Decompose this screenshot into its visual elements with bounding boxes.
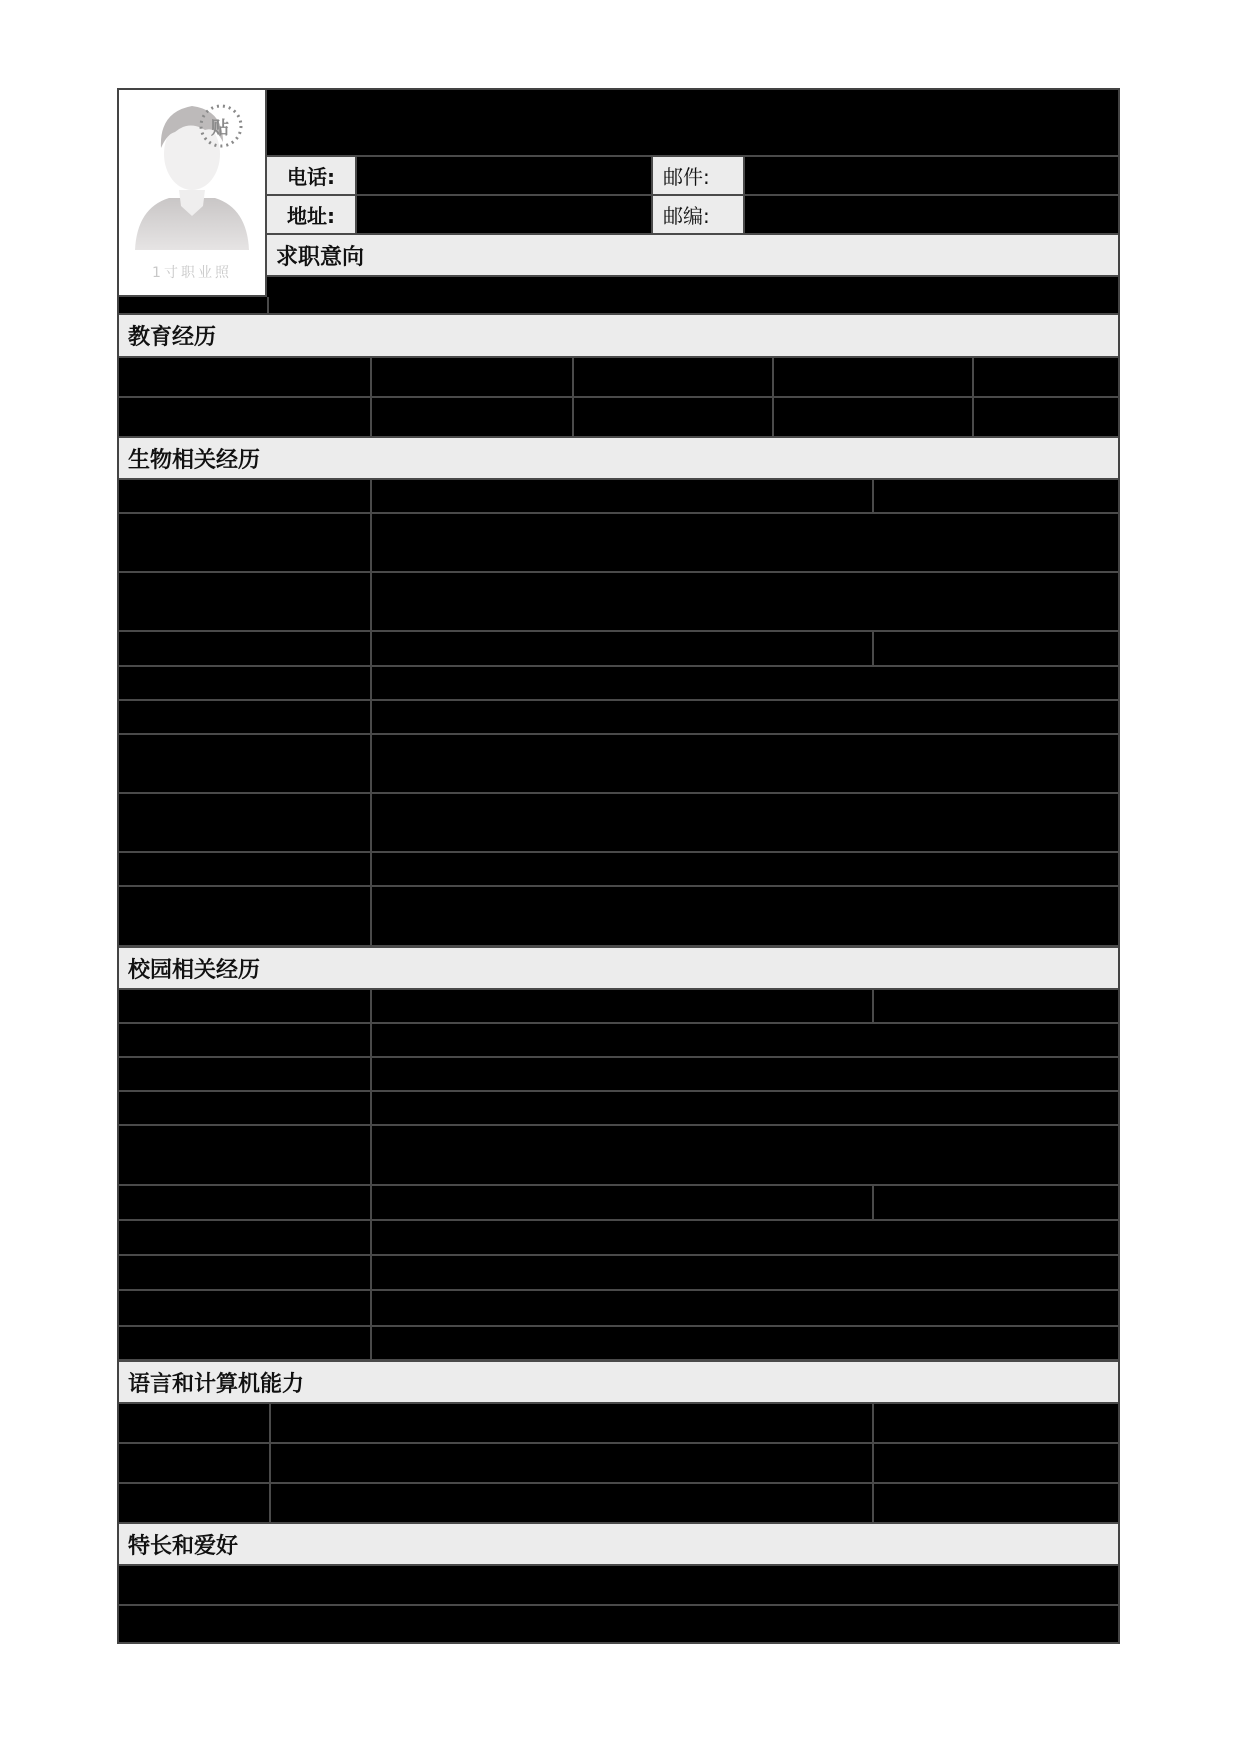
section-header-language: 语言和计算机能力 [119, 1360, 1118, 1404]
biology-cell[interactable] [372, 887, 1118, 947]
campus-cell[interactable] [372, 1186, 874, 1221]
education-cell[interactable] [372, 358, 574, 398]
objective-field[interactable] [267, 277, 1118, 315]
language-cell[interactable] [271, 1484, 874, 1524]
biology-cell[interactable] [119, 701, 372, 735]
section-header-biology: 生物相关经历 [119, 436, 1118, 480]
phone-label: 电话: [267, 157, 357, 196]
campus-cell[interactable] [372, 1024, 1118, 1058]
objective-title: 求职意向 [267, 235, 1118, 277]
language-cell[interactable] [874, 1404, 1118, 1444]
biology-cell[interactable] [874, 632, 1118, 667]
biology-cell[interactable] [119, 887, 372, 947]
language-cell[interactable] [119, 1444, 271, 1484]
address-field[interactable] [357, 196, 653, 235]
name-field[interactable] [267, 90, 1118, 157]
biology-cell[interactable] [372, 480, 874, 514]
campus-cell[interactable] [119, 1327, 372, 1361]
biology-cell[interactable] [119, 794, 372, 853]
language-cell[interactable] [119, 1484, 271, 1524]
hobbies-cell[interactable] [119, 1606, 1118, 1644]
biology-cell[interactable] [119, 853, 372, 887]
campus-cell[interactable] [119, 1291, 372, 1327]
biology-cell[interactable] [119, 480, 372, 514]
email-label: 邮件: [653, 157, 745, 196]
biology-cell[interactable] [874, 480, 1118, 514]
campus-cell[interactable] [119, 1186, 372, 1221]
education-cell[interactable] [119, 398, 372, 438]
education-cell[interactable] [372, 398, 574, 438]
campus-cell[interactable] [119, 1058, 372, 1092]
language-cell[interactable] [271, 1444, 874, 1484]
campus-cell[interactable] [372, 1327, 1118, 1361]
campus-cell[interactable] [372, 1221, 1118, 1256]
education-cell[interactable] [574, 358, 774, 398]
photo-caption: 1寸职业照 [152, 265, 232, 281]
education-cell[interactable] [774, 358, 974, 398]
language-cell[interactable] [271, 1404, 874, 1444]
section-header-education: 教育经历 [119, 313, 1118, 358]
campus-cell[interactable] [119, 1024, 372, 1058]
biology-cell[interactable] [372, 573, 1118, 632]
biology-cell[interactable] [372, 794, 1118, 853]
resume-table [117, 88, 1120, 1644]
phone-field[interactable] [357, 157, 653, 196]
biology-cell[interactable] [372, 632, 874, 667]
biology-cell[interactable] [119, 632, 372, 667]
biology-cell[interactable] [372, 853, 1118, 887]
campus-cell[interactable] [372, 1092, 1118, 1126]
campus-cell[interactable] [119, 1126, 372, 1186]
education-cell[interactable] [119, 358, 372, 398]
photo-placeholder[interactable] [119, 90, 267, 297]
campus-cell[interactable] [372, 990, 874, 1024]
language-cell[interactable] [119, 1404, 271, 1444]
photo-stamp-text: 贴 [211, 118, 229, 139]
biology-cell[interactable] [372, 735, 1118, 794]
address-label: 地址: [267, 196, 357, 235]
biology-cell[interactable] [372, 701, 1118, 735]
campus-cell[interactable] [874, 1186, 1118, 1221]
campus-cell[interactable] [874, 990, 1118, 1024]
campus-cell[interactable] [119, 1221, 372, 1256]
section-header-hobbies: 特长和爱好 [119, 1522, 1118, 1566]
education-cell[interactable] [974, 398, 1118, 438]
biology-cell[interactable] [119, 573, 372, 632]
postcode-field[interactable] [745, 196, 1118, 235]
campus-cell[interactable] [119, 1256, 372, 1291]
biology-cell[interactable] [119, 667, 372, 701]
education-cell[interactable] [774, 398, 974, 438]
biology-cell[interactable] [372, 514, 1118, 573]
language-cell[interactable] [874, 1444, 1118, 1484]
biology-cell[interactable] [119, 514, 372, 573]
postcode-label: 邮编: [653, 196, 745, 235]
education-cell[interactable] [974, 358, 1118, 398]
campus-cell[interactable] [119, 990, 372, 1024]
campus-cell[interactable] [119, 1092, 372, 1126]
campus-cell[interactable] [372, 1126, 1118, 1186]
section-header-campus: 校园相关经历 [119, 946, 1118, 990]
education-cell[interactable] [574, 398, 774, 438]
email-field[interactable] [745, 157, 1118, 196]
campus-cell[interactable] [372, 1291, 1118, 1327]
biology-cell[interactable] [119, 735, 372, 794]
avatar-silhouette-icon [119, 90, 265, 260]
biology-cell[interactable] [372, 667, 1118, 701]
language-cell[interactable] [874, 1484, 1118, 1524]
hobbies-cell[interactable] [119, 1566, 1118, 1606]
campus-cell[interactable] [372, 1058, 1118, 1092]
campus-cell[interactable] [372, 1256, 1118, 1291]
